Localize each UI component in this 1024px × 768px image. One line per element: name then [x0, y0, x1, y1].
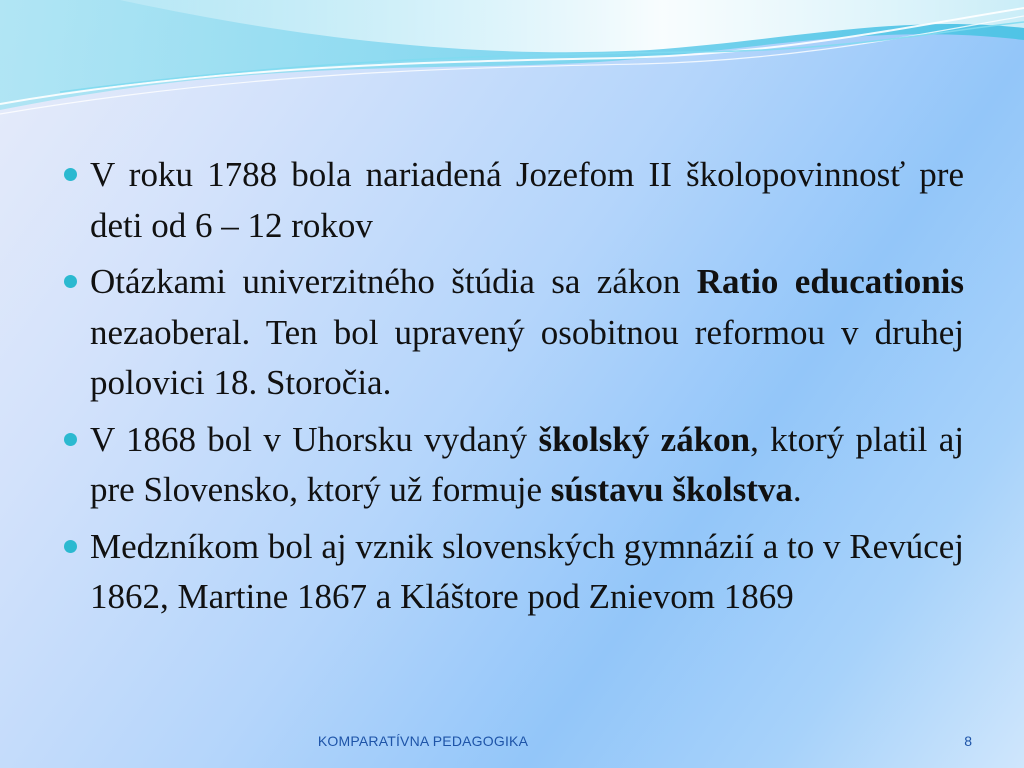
bullet-dot-icon: [64, 168, 77, 181]
bullet-item: [62, 415, 964, 516]
bullet-item: [62, 522, 964, 623]
bullet-dot-icon: [64, 540, 77, 553]
bullet-text-segment: V roku 1788 bola nariadená Jozefom II školopovinnosť pre deti od 6 – 12 rokov: [90, 155, 964, 245]
bullet-text-segment: .: [792, 470, 802, 509]
bullet-item: [62, 257, 964, 409]
header-wave-decoration: [0, 0, 1024, 130]
bullet-text: [90, 155, 964, 245]
bullet-text-segment: Medzníkom bol aj vznik slovenských gymnázií a to v Revúcej 1862, Martine 1867 a Kláštore pod Znievom 1869: [90, 526, 964, 616]
bullet-dot-icon: [64, 275, 77, 288]
bullet-text: [90, 262, 964, 402]
bullet-dot-icon: [64, 433, 77, 446]
bullet-text-segment: , ktorý platil aj pre Slovensko, ktorý už formuje: [90, 419, 964, 509]
bullet-text: [90, 420, 964, 510]
bullet-text-segment: nezaoberal. Ten bol upravený osobitnou reformou v druhej polovici 18. Storočia.: [90, 312, 964, 402]
bullet-text-segment: Otázkami univerzitného štúdia sa zákon: [90, 262, 697, 301]
bullet-text: [90, 527, 964, 617]
bullet-text-segment: V 1868 bol v Uhorsku vydaný: [90, 419, 539, 459]
bullet-text-bold: Ratio educationis: [696, 262, 964, 301]
bullet-text-bold: školský zákon: [538, 419, 751, 459]
bullet-item: [62, 150, 964, 251]
footer-title: KOMPARATÍVNA PEDAGOGIKA: [317, 733, 529, 749]
bullet-list: [62, 150, 964, 629]
page-number: 8: [964, 733, 972, 749]
bullet-text-bold: sústavu školstva: [550, 470, 793, 509]
